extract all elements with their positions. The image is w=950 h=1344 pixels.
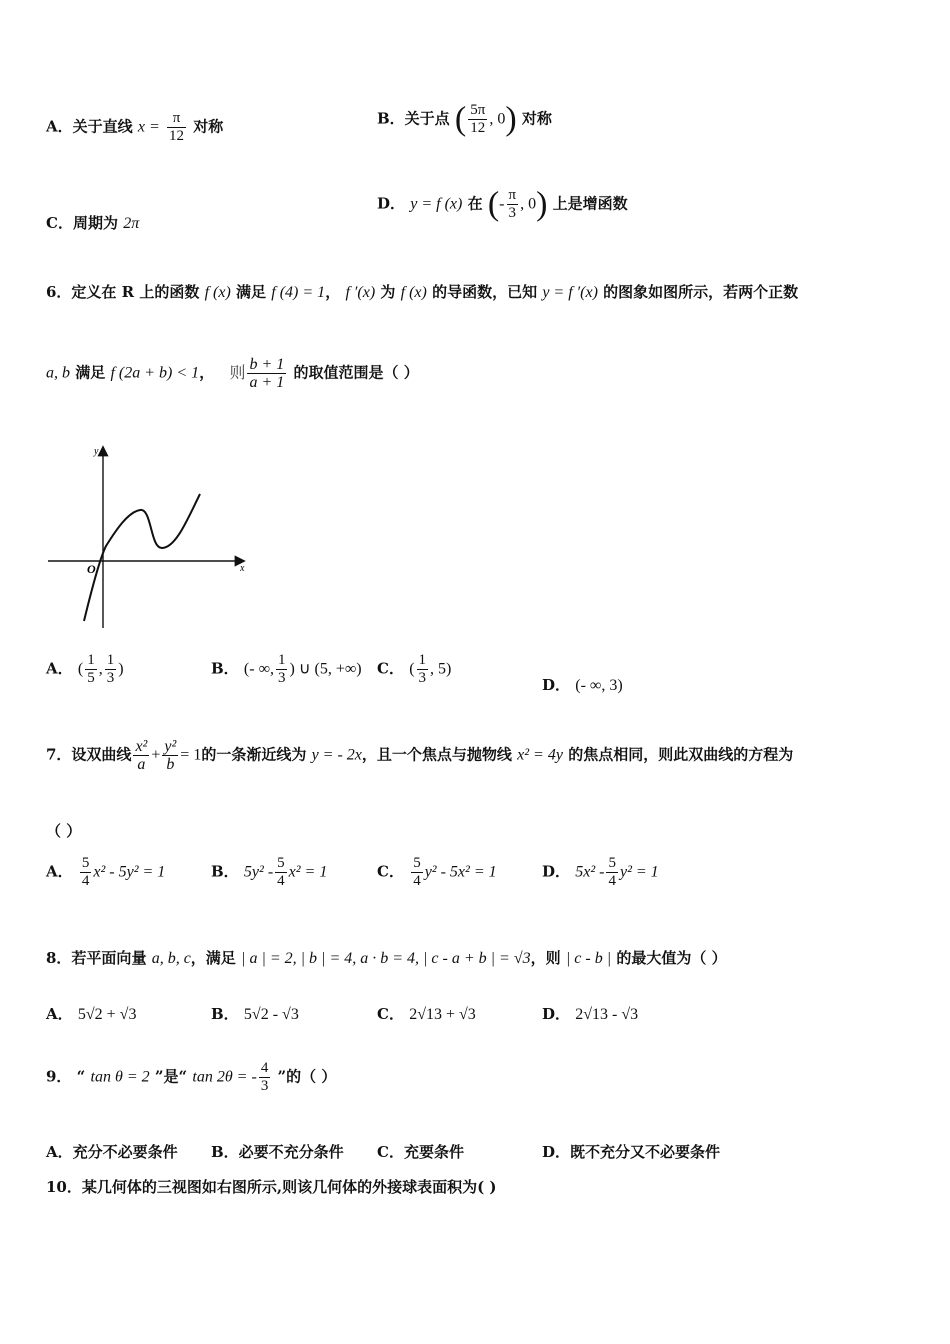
q10-stem: 10．某几何体的三视图如右图所示,则该几何体的外接球表面积为( ) [46, 1178, 497, 1196]
fraction [507, 187, 519, 222]
origin-label: O [87, 562, 96, 576]
plus-sign: + [151, 746, 161, 764]
q6-option-a[interactable] [46, 652, 124, 687]
math-expr: 5√2 + √3 [77, 1006, 137, 1023]
numerator: 1 [277, 652, 286, 668]
fraction [468, 102, 487, 137]
math-expr: 2√13 - √3 [575, 1006, 639, 1023]
q6-option-c[interactable] [377, 652, 451, 687]
math-expr: f (x) [400, 284, 427, 301]
text: ，且一个焦点与抛物线 [361, 745, 512, 764]
text: ”是“ [154, 1067, 188, 1086]
numerator: π [167, 110, 186, 128]
math-expr: (- ∞, [243, 660, 274, 678]
denominator: 3 [260, 1078, 269, 1094]
fraction [606, 855, 618, 890]
fraction [247, 356, 286, 391]
option-label: D． [542, 1005, 571, 1023]
denominator: 3 [277, 670, 286, 686]
math-expr: , 0 [489, 110, 506, 128]
q6-option-d[interactable] [542, 674, 623, 695]
math-expr: ) ∪ (5, +∞) [289, 660, 362, 678]
numerator: 5 [608, 855, 616, 871]
math-expr: x = [137, 118, 160, 136]
minus-sign: - [499, 195, 505, 213]
math-expr: = 1 [180, 746, 202, 764]
numerator: 1 [106, 652, 115, 668]
denominator: 4 [413, 873, 421, 889]
fraction [276, 652, 288, 687]
q9-stem [46, 1060, 336, 1095]
math-expr: f (4) = 1 [271, 284, 326, 301]
fraction [85, 652, 97, 687]
denominator: 12 [169, 128, 185, 144]
fraction [411, 855, 423, 890]
option-label: C． [377, 659, 404, 678]
text: 8．若平面向量 [46, 949, 147, 967]
q9-option-c[interactable]: C．充要条件 [377, 1143, 464, 1161]
q7-paren: （ ） [46, 822, 82, 840]
text: ，则 [530, 949, 561, 967]
q7-stem [46, 738, 793, 773]
right-paren: ) [536, 185, 548, 223]
math-expr: 5y² - [243, 863, 274, 881]
x-axis-label: x [240, 563, 245, 574]
numerator: 1 [87, 652, 95, 668]
math-expr: , 5) [430, 660, 452, 678]
option-label: A． [46, 659, 73, 678]
math-expr: 5x² - [575, 863, 605, 881]
q7-option-c[interactable] [377, 855, 497, 890]
text: 的一条渐近线为 [201, 745, 307, 764]
option-label: B．关于点 [377, 109, 450, 128]
left-paren: ( [454, 100, 467, 138]
denominator: 4 [608, 873, 616, 889]
q5-option-d[interactable] [377, 187, 628, 222]
y-axis-label: y [94, 446, 99, 457]
option-tail: 对称 [521, 109, 552, 128]
option-tail: 上是增函数 [552, 194, 628, 213]
option-label: C． [377, 1005, 404, 1023]
fraction [259, 1060, 271, 1095]
denominator: 3 [106, 670, 115, 686]
math-expr: | a | = 2, | b | = 4, a · b = 4, | c - a + b | = √3 [241, 950, 531, 967]
math-expr: y² = 1 [619, 863, 659, 881]
option-label: D． [377, 194, 406, 213]
denominator: 3 [418, 670, 427, 686]
option-label: D． [542, 676, 571, 694]
text: 的导函数，已知 [432, 283, 538, 301]
q8-option-a[interactable] [46, 1003, 136, 1024]
denominator: 3 [508, 205, 517, 221]
math-expr: y = f (x) [410, 195, 463, 213]
fraction [417, 652, 429, 687]
math-expr: , 0 [520, 195, 537, 213]
option-label: B． [211, 659, 239, 678]
numerator: 1 [418, 652, 427, 668]
text: ， [325, 283, 341, 301]
fraction [133, 738, 149, 773]
text: 的图象如图所示，若两个正数 [603, 283, 799, 301]
paren: ( [77, 660, 84, 678]
math-expr: f ′(x) [345, 284, 376, 301]
text: 6．定义在 R 上的函数 [46, 283, 200, 301]
numerator: 5π [470, 102, 486, 118]
math-expr: f (x) [204, 284, 231, 301]
fraction [167, 110, 186, 145]
fraction [105, 652, 117, 687]
fraction [80, 855, 92, 890]
numerator: b + 1 [249, 356, 285, 373]
q7-option-b[interactable] [211, 855, 327, 890]
text: 的最大值为（ ） [616, 949, 727, 967]
text: 的取值范围是（ ） [293, 363, 419, 382]
q6-option-b[interactable] [211, 652, 362, 687]
math-expr: | c - b | [565, 950, 612, 967]
q6-stem-line1 [46, 281, 798, 302]
option-label: A． [46, 1005, 73, 1023]
math-expr: x² = 4y [517, 746, 563, 764]
text: 满足 [236, 283, 267, 301]
math-expr: y² - 5x² = 1 [424, 863, 497, 881]
derivative-graph [40, 438, 250, 633]
text: ， [199, 363, 215, 382]
option-label: D． [542, 862, 571, 881]
q9-option-b[interactable]: B．必要不充分条件 [211, 1143, 344, 1161]
denominator: a [137, 756, 146, 773]
numerator: x² [135, 738, 148, 755]
text: ，满足 [190, 949, 236, 967]
math-expr: y = f ′(x) [542, 284, 598, 301]
numerator: 5 [413, 855, 421, 871]
math-expr: a, b, c [151, 950, 191, 967]
q6-stem-line2 [46, 356, 419, 391]
math-expr: x² = 1 [288, 863, 328, 881]
text: 满足 [75, 363, 106, 382]
left-paren: ( [487, 185, 500, 223]
q8-option-d[interactable] [542, 1003, 638, 1024]
math-expr: y = - 2x [311, 746, 362, 764]
q5-option-c[interactable] [46, 212, 139, 233]
denominator: a + 1 [249, 374, 285, 391]
fraction [162, 738, 178, 773]
denominator: 4 [81, 873, 90, 889]
math-expr: 2π [123, 215, 140, 232]
option-label: A．关于直线 [46, 117, 133, 136]
q9-option-a[interactable]: A．充分不必要条件 [46, 1143, 178, 1161]
text: 7．设双曲线 [46, 745, 132, 764]
math-expr: tan θ = 2 [90, 1068, 150, 1086]
math-expr: 2√13 + √3 [409, 1006, 476, 1023]
q5-option-a[interactable] [46, 110, 223, 145]
option-label: C． [377, 862, 404, 881]
math-expr: x² - 5y² = 1 [93, 863, 166, 881]
paren: ( [409, 660, 415, 678]
option-label: B． [211, 862, 239, 881]
numerator: y² [164, 738, 177, 755]
text: 的焦点相同，则此双曲线的方程为 [568, 745, 794, 764]
numerator: π [508, 187, 517, 203]
math-expr: f (2a + b) < 1 [110, 364, 200, 382]
q7-option-a[interactable] [46, 855, 165, 890]
text: 则 [229, 364, 246, 382]
text: 为 [380, 283, 396, 301]
option-label: A． [46, 862, 73, 881]
math-expr: 5√2 - √3 [243, 1006, 299, 1023]
numerator: 5 [81, 855, 90, 871]
right-paren: ) [505, 100, 517, 138]
text: ”的（ ） [277, 1067, 337, 1086]
q8-option-b[interactable] [211, 1003, 299, 1024]
numerator: 5 [277, 855, 285, 871]
denominator: 5 [87, 670, 95, 686]
option-label: C．周期为 [46, 214, 118, 232]
option-mid: 在 [467, 194, 483, 213]
fraction [275, 855, 287, 890]
math-expr: a, b [46, 364, 70, 382]
numerator: 4 [260, 1060, 269, 1076]
q5-option-b[interactable] [377, 102, 552, 137]
denominator: 4 [277, 873, 285, 889]
q7-option-d[interactable] [542, 855, 659, 890]
math-expr: tan 2θ = - [192, 1068, 257, 1086]
comma: , [98, 660, 103, 678]
denominator: 12 [470, 120, 486, 136]
q9-option-d[interactable]: D．既不充分又不必要条件 [542, 1143, 721, 1161]
q8-option-c[interactable] [377, 1003, 476, 1024]
paren: ) [118, 660, 124, 678]
denominator: b [166, 756, 175, 773]
curve [84, 494, 200, 621]
text: 9． “ [46, 1067, 86, 1086]
option-label: B． [211, 1005, 239, 1023]
q8-stem [46, 947, 727, 968]
option-tail: 对称 [193, 117, 224, 136]
math-expr: (- ∞, 3) [575, 677, 623, 694]
